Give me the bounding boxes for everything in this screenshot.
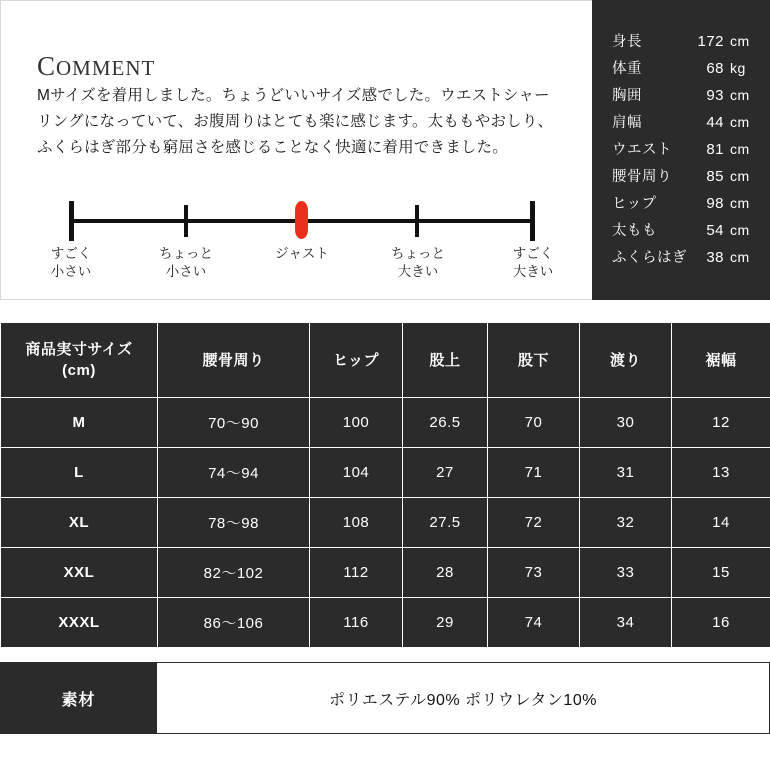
table-cell: 108 <box>310 498 403 548</box>
column-header: 裾幅 <box>672 323 770 398</box>
measurement-label: 胸囲 <box>612 88 642 104</box>
fit-scale-label-2 <box>247 245 357 263</box>
table-row <box>1 448 770 498</box>
measurement-row <box>592 84 770 111</box>
fit-scale-label-0-line1: すごく <box>50 246 92 261</box>
column-header: ヒップ <box>310 323 403 398</box>
row-size-label: XXL <box>1 548 158 598</box>
table-cell: 15 <box>672 548 770 598</box>
row-size-label: XL <box>1 498 158 548</box>
fit-scale-tick-0 <box>69 201 74 241</box>
measurement-unit: cm <box>730 87 750 103</box>
fit-scale-label-1-line2: 小さい <box>165 264 207 279</box>
measurement-unit: cm <box>730 249 750 265</box>
measurement-row <box>592 246 770 273</box>
table-cell: 30 <box>580 398 672 448</box>
table-header-row <box>1 323 770 398</box>
table-cell: 74 <box>488 598 580 648</box>
measurement-value: 93 <box>706 87 724 104</box>
fit-scale-label-1 <box>131 245 241 281</box>
fit-scale-tick-4 <box>530 201 535 241</box>
fit-scale-label-4-line2: 大きい <box>512 264 554 279</box>
measurement-value: 44 <box>706 114 724 131</box>
fit-scale-marker <box>295 201 308 239</box>
table-cell: 116 <box>310 598 403 648</box>
measurement-value: 172 <box>697 33 724 50</box>
table-cell: 33 <box>580 548 672 598</box>
table-cell: 70 <box>488 398 580 448</box>
table-cell: 78〜98 <box>158 498 310 548</box>
table-cell: 29 <box>403 598 488 648</box>
material-label: 素材 <box>0 662 157 734</box>
measurement-row <box>592 165 770 192</box>
measurement-value: 54 <box>706 222 724 239</box>
measurement-label: 身長 <box>612 34 642 50</box>
measurement-row <box>592 30 770 57</box>
measurement-value: 98 <box>706 195 724 212</box>
table-cell: 100 <box>310 398 403 448</box>
fit-scale <box>37 197 557 287</box>
fit-scale-label-1-line1: ちょっと <box>159 246 213 261</box>
measurement-label: 肩幅 <box>612 115 642 131</box>
measurement-unit: kg <box>730 60 746 76</box>
fit-scale-tick-1 <box>184 205 188 237</box>
fit-scale-label-3-line2: 大きい <box>397 264 439 279</box>
table-cell: 112 <box>310 548 403 598</box>
measurement-row <box>592 111 770 138</box>
table-row <box>1 548 770 598</box>
comment-heading-rest: OMMENT <box>56 56 156 80</box>
size-table <box>0 322 770 648</box>
table-cell: 12 <box>672 398 770 448</box>
column-header: 股上 <box>403 323 488 398</box>
comment-body-text: Mサイズを着用しました。ちょうどいいサイズ感でした。ウエストシャーリングになっていて、お腹周りはとても楽に感じます。太ももやおしり、ふくらはぎ部分も窮屈さを感じることなく快適に着用できました。 <box>37 87 554 156</box>
material-value: ポリエステル90% ポリウレタン10% <box>157 662 770 734</box>
comment-heading-initial: C <box>37 51 57 81</box>
table-cell: 86〜106 <box>158 598 310 648</box>
measurement-label: 太もも <box>612 223 657 239</box>
table-cell: 31 <box>580 448 672 498</box>
fit-scale-tick-3 <box>415 205 419 237</box>
table-corner-header-line1: 商品実寸サイズ <box>25 341 133 358</box>
measurement-label: ヒップ <box>612 196 657 212</box>
table-cell: 16 <box>672 598 770 648</box>
table-cell: 28 <box>403 548 488 598</box>
measurement-value: 38 <box>706 249 724 266</box>
model-measurements-panel <box>592 0 770 300</box>
measurement-unit: cm <box>730 168 750 184</box>
row-size-label: M <box>1 398 158 448</box>
table-corner-header <box>1 323 158 398</box>
table-cell: 104 <box>310 448 403 498</box>
table-row <box>1 398 770 448</box>
table-cell: 71 <box>488 448 580 498</box>
table-cell: 34 <box>580 598 672 648</box>
table-corner-header-line2: (cm) <box>62 362 96 379</box>
measurement-value: 81 <box>706 141 724 158</box>
fit-scale-label-2-line1: ジャスト <box>275 246 329 261</box>
measurement-unit: cm <box>730 141 750 157</box>
measurement-row <box>592 57 770 84</box>
fit-scale-label-3 <box>363 245 473 281</box>
table-cell: 32 <box>580 498 672 548</box>
comment-panel <box>0 0 592 300</box>
row-size-label: L <box>1 448 158 498</box>
table-cell: 27 <box>403 448 488 498</box>
measurement-label: 体重 <box>612 61 642 77</box>
measurement-label: 腰骨周り <box>612 169 672 185</box>
material-section <box>0 662 770 734</box>
column-header: 股下 <box>488 323 580 398</box>
measurement-row <box>592 192 770 219</box>
table-cell: 74〜94 <box>158 448 310 498</box>
table-cell: 70〜90 <box>158 398 310 448</box>
measurement-unit: cm <box>730 33 750 49</box>
fit-scale-label-0 <box>16 245 126 281</box>
measurement-value: 85 <box>706 168 724 185</box>
measurement-row <box>592 138 770 165</box>
table-row <box>1 498 770 548</box>
table-cell: 13 <box>672 448 770 498</box>
table-cell: 72 <box>488 498 580 548</box>
table-cell: 82〜102 <box>158 548 310 598</box>
fit-scale-label-4-line1: すごく <box>512 246 554 261</box>
comment-section <box>0 0 770 300</box>
comment-heading <box>37 51 155 82</box>
table-cell: 14 <box>672 498 770 548</box>
fit-scale-label-4 <box>478 245 588 281</box>
table-row <box>1 598 770 648</box>
fit-scale-label-0-line2: 小さい <box>50 264 92 279</box>
measurement-unit: cm <box>730 195 750 211</box>
table-cell: 73 <box>488 548 580 598</box>
fit-scale-label-3-line1: ちょっと <box>391 246 445 261</box>
measurement-unit: cm <box>730 222 750 238</box>
measurement-label: ウエスト <box>612 142 672 158</box>
measurement-unit: cm <box>730 114 750 130</box>
column-header: 腰骨周り <box>158 323 310 398</box>
column-header: 渡り <box>580 323 672 398</box>
row-size-label: XXXL <box>1 598 158 648</box>
measurement-row <box>592 219 770 246</box>
measurement-value: 68 <box>706 60 724 77</box>
measurement-label: ふくらはぎ <box>612 250 687 266</box>
table-cell: 26.5 <box>403 398 488 448</box>
table-cell: 27.5 <box>403 498 488 548</box>
